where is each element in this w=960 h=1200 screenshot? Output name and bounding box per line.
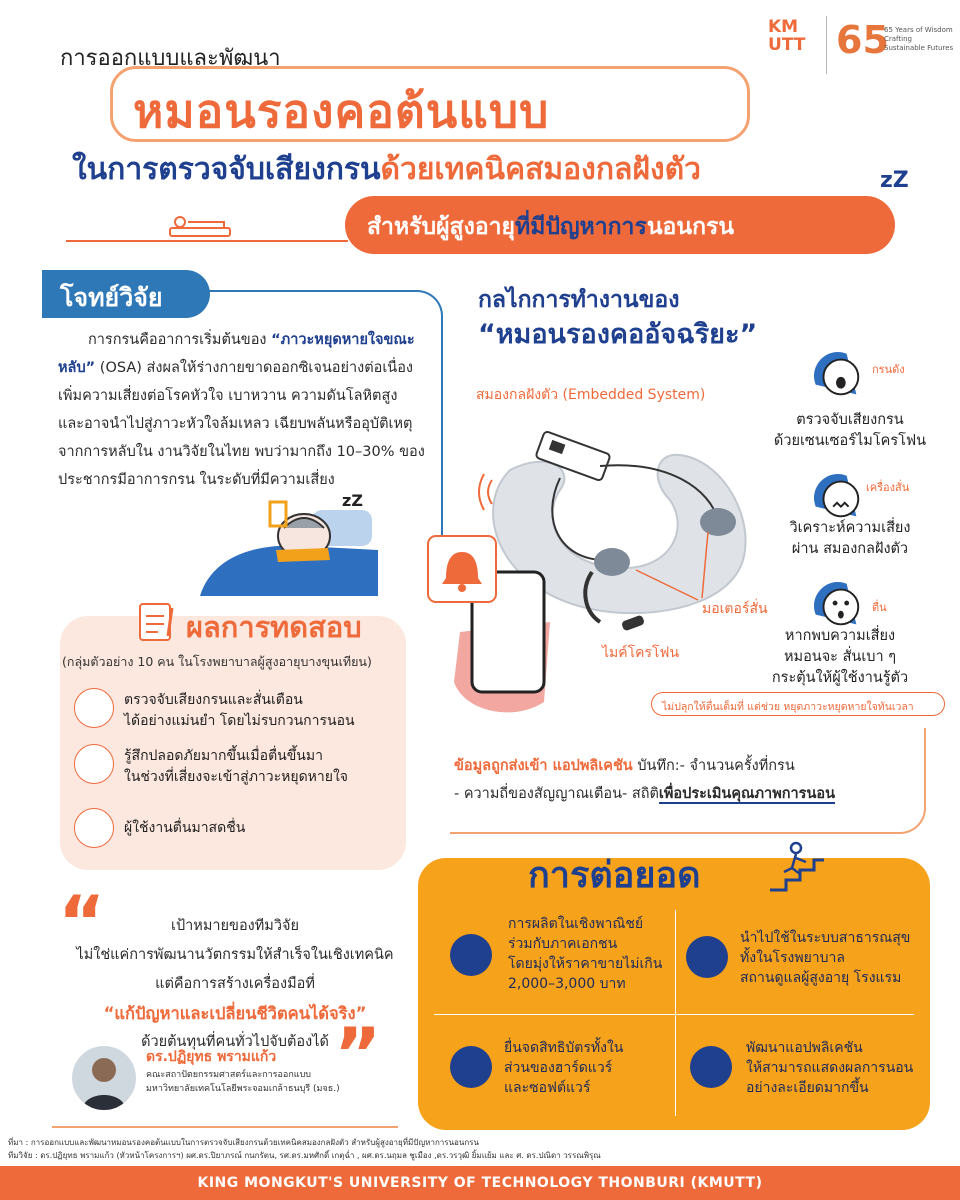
research-p1-rest: (OSA) ส่งผลให้ร่างกายขาดออกซิเจนอย่างต่อเนื่อง เพิ่มความเสี่ยงต่อโรคหัวใจ เบาหวาน ความดันโลหิตสูง และอาจนำไปสู่ภาวะหัวใจล้มเหลว เฉียบพลันหรืออุบัติเหตุจากการหลับใน งานวิจัยในไทย พบว่ามากถึง 10–30% ของประชากรมีอาการกรน ในระดับที่มีความเสี่ยง: [58, 360, 425, 488]
quote-line5: ด้วยต้นทุนที่คนทั่วไปจับต้องได้: [141, 1034, 329, 1050]
patent-document-icon: [450, 1046, 492, 1088]
test-clipboard-icon: [134, 598, 180, 644]
result-item-2-line2: ในช่วงที่เสี่ยงจะเข้าสู่ภาวะหยุดหายใจ: [124, 769, 349, 785]
logo-divider: [826, 16, 827, 74]
title-line3: [72, 146, 701, 193]
step2-tag: เครื่องสั่น: [866, 481, 910, 494]
result-item-1-line1: ตรวจจับเสียงกรนและสั่นเตือน: [124, 692, 303, 708]
ext1-line4: 2,000–3,000 บาท: [508, 976, 626, 992]
zz-icon: zZ: [880, 168, 909, 193]
quote-line3: แต่คือการสร้างเครื่องมือที่: [155, 976, 315, 992]
step3-line3: กระตุ้นให้ผู้ใช้งานรู้ตัว: [771, 670, 909, 686]
gear-factory-icon: [450, 934, 492, 976]
footer-bar: KING MONGKUT'S UNIVERSITY OF TECHNOLOGY THONBURI (KMUTT): [0, 1166, 960, 1200]
step3-line1: หากพบความเสี่ยง: [784, 628, 896, 644]
result-item-3-line1: ผู้ใช้งานตื่นมาสดชื่น: [124, 820, 246, 836]
mobile-app-icon: [690, 1046, 732, 1088]
title-line3b: ด้วยเทคนิคสมองกลฝังตัว: [380, 152, 701, 187]
step2-text: [760, 518, 940, 560]
ext3-line3: และซอฟต์แวร์: [504, 1080, 591, 1096]
extension-title: การต่อยอด: [528, 855, 701, 896]
ext2-line3: สถานดูแลผู้สูงอายุ โรงแรม: [740, 970, 902, 986]
reference-team: ทีมวิจัย : ดร.ปฏิยุทธ พรามแก้ว (หัวหน้าโครงการฯ) ผศ.ดร.ปิยาภรณ์ กนกรัตน, รศ.ดร.มหศักดิ์ เกตุฉ่ำ , ผศ.ดร.นฤมล ชูเมือง ,ดร.วรวุฒิ ยิ้มแย้ม และ ศ. ดร.ปณิดา วรรณพิรุณ: [8, 1151, 601, 1160]
shield-hands-icon: [74, 744, 114, 784]
quote-line2: ไม่ใช่แค่การพัฒนานวัตกรรมให้สำเร็จในเชิงเทคนิค: [76, 947, 394, 963]
data-goal: เพื่อประเมินคุณภาพการนอน: [658, 786, 835, 802]
extension-item-3: [504, 1038, 623, 1098]
data-record: บันทึก:- จำนวนครั้งที่กรน: [632, 758, 795, 774]
extension-item-4: [746, 1038, 913, 1098]
motor-label: มอเตอร์สั่น: [702, 601, 768, 617]
extension-item-2: [740, 928, 910, 988]
results-subtitle: (กลุ่มตัวอย่าง 10 คน ในโรงพยาบาลผู้สูงอายุบางขุนเทียน): [62, 654, 372, 669]
ext3-line2: ส่วนของฮาร์ดแวร์: [504, 1060, 613, 1076]
title-line4: [345, 196, 895, 254]
sleeping-person-illustration: [192, 488, 382, 600]
step3-tag: ตื่น: [872, 601, 887, 614]
sleep-icon: [74, 688, 114, 728]
research-text: [58, 326, 428, 494]
research-highlight: “ภาวะหยุดหายใจขณะหลับ”: [58, 332, 415, 376]
step2-line2: ผ่าน สมองกลฝังตัว: [791, 541, 909, 557]
ext4-line3: อย่างละเอียดมากขึ้น: [746, 1080, 869, 1096]
step3-text: [740, 626, 940, 689]
quote-line4: “แก้ปัญหาและเปลี่ยนชีวิตคนได้จริง”: [103, 1004, 367, 1023]
ext4-line2: ให้สามารถแสดงผลการนอน: [746, 1060, 914, 1076]
extension-vertical-divider: [675, 910, 676, 1116]
svg-text:zZ: zZ: [342, 491, 363, 510]
title-line3a: ในการตรวจจับเสียงกรน: [72, 152, 381, 187]
extension-item-1: [508, 914, 662, 994]
result-item-1-line2: ได้อย่างแม่นยำ โดยไม่รบกวนการนอน: [124, 713, 355, 729]
title-main: หมอนรองคอต้นแบบ: [133, 84, 550, 138]
research-title: โจทย์วิจัย: [42, 270, 210, 318]
anniversary-text: 65 Years of Wisdom Crafting Sustainable Futures: [884, 26, 954, 52]
stairs-climber-icon: [766, 840, 826, 894]
data-freq: - ความถี่ของสัญญาณเตือน- สถิติ: [454, 786, 659, 802]
step1-text: [760, 410, 940, 452]
results-title: ผลการทดสอบ: [186, 610, 362, 644]
result-item-1-text: [124, 690, 355, 732]
result-item-2-line1: รู้สึกปลอดภัยมากขึ้นเมื่อตื่นขึ้นมา: [124, 748, 323, 764]
research-p1: การกรนคืออาการเริ่มต้นของ: [88, 332, 272, 348]
step1-line1: ตรวจจับเสียงกรน: [796, 412, 904, 428]
avatar: [72, 1046, 136, 1110]
hospital-icon: [686, 936, 728, 978]
anniversary-logo: 65: [836, 18, 889, 62]
step1-line2: ด้วยเซนเซอร์ไมโครโฟน: [773, 433, 927, 449]
step3-line2: หมอนจะ สั่นเบา ๆ: [783, 649, 897, 665]
quote-open-mark: “: [58, 880, 106, 964]
person-name: ดร.ปฏิยุทธ พรามแก้ว: [146, 1049, 277, 1065]
step2-line1: วิเคราะห์ความเสี่ยง: [789, 520, 911, 536]
title-main-frame: [110, 66, 750, 142]
result-item-3-text: [124, 818, 245, 839]
ext1-line2: ร่วมกับภาคเอกชน: [508, 936, 618, 952]
ext4-line1: พัฒนาแอปพลิเคชัน: [746, 1040, 863, 1056]
ext3-line1: ยื่นจดสิทธิบัตรทั้งใน: [504, 1040, 624, 1056]
quote-close-mark: ”: [334, 1012, 382, 1096]
refreshed-icon: [74, 808, 114, 848]
ext1-line1: การผลิตในเชิงพาณิชย์: [508, 916, 644, 932]
extension-horizontal-divider: [434, 1014, 914, 1015]
data-text: [454, 752, 904, 808]
kmutt-logo: KM UTT: [768, 17, 806, 55]
title-line4c: นอนกรน: [646, 214, 735, 240]
ext2-line1: นำไปใช้ในระบบสาธารณสุข: [740, 930, 911, 946]
mechanism-title1: กลไกการทำงานของ: [478, 287, 680, 313]
person-title: [146, 1068, 340, 1096]
title-line4a: สำหรับผู้สูงอายุ: [367, 214, 516, 240]
ext2-line2: ทั้งในโรงพยาบาล: [740, 950, 845, 966]
data-highlight: ข้อมูลถูกส่งเข้า แอปพลิเคชัน: [454, 758, 633, 774]
phone-hand-illustration: [424, 532, 574, 722]
sleeper-icon: [166, 208, 236, 242]
note-pill: ไม่ปลุกให้ตื่นเต็มที่ แต่ช่วย หยุดภาวะหยุดหายใจทันเวลา: [651, 692, 945, 716]
person-title-line1: คณะสถาปัตยกรรมศาสตร์และการออกแบบ: [146, 1070, 311, 1080]
person-photo: [72, 1046, 136, 1110]
step1-tag: กรนดัง: [872, 363, 905, 376]
reference-source: ที่มา : การออกแบบและพัฒนาหมอนรองคอต้นแบบในการตรวจจับเสียงกรนด้วยเทคนิคสมองกลฝังตัว สำหรับผู้สูงอายุที่มีปัญหาการนอนกรน: [8, 1138, 479, 1147]
title-line1: การออกแบบและพัฒนา: [60, 46, 281, 71]
mechanism-title2: “หมอนรองคออัจฉริยะ”: [478, 319, 758, 350]
person-title-line2: มหาวิทยาลัยเทคโนโลยีพระจอมเกล้าธนบุรี (มจธ.): [146, 1084, 340, 1094]
references: [8, 1136, 601, 1162]
result-item-2-text: [124, 746, 348, 788]
ext1-line3: โดยมุ่งให้ราคาขายไม่เกิน: [508, 956, 663, 972]
title-line4b: ที่มีปัญหาการ: [515, 214, 647, 240]
quote-line1: เป้าหมายของทีมวิจัย: [170, 918, 299, 934]
snoring-face-icon: [808, 346, 866, 404]
mic-label: ไมค์โครโฟน: [602, 645, 680, 661]
embedded-label: สมองกลฝังตัว (Embedded System): [476, 387, 706, 403]
